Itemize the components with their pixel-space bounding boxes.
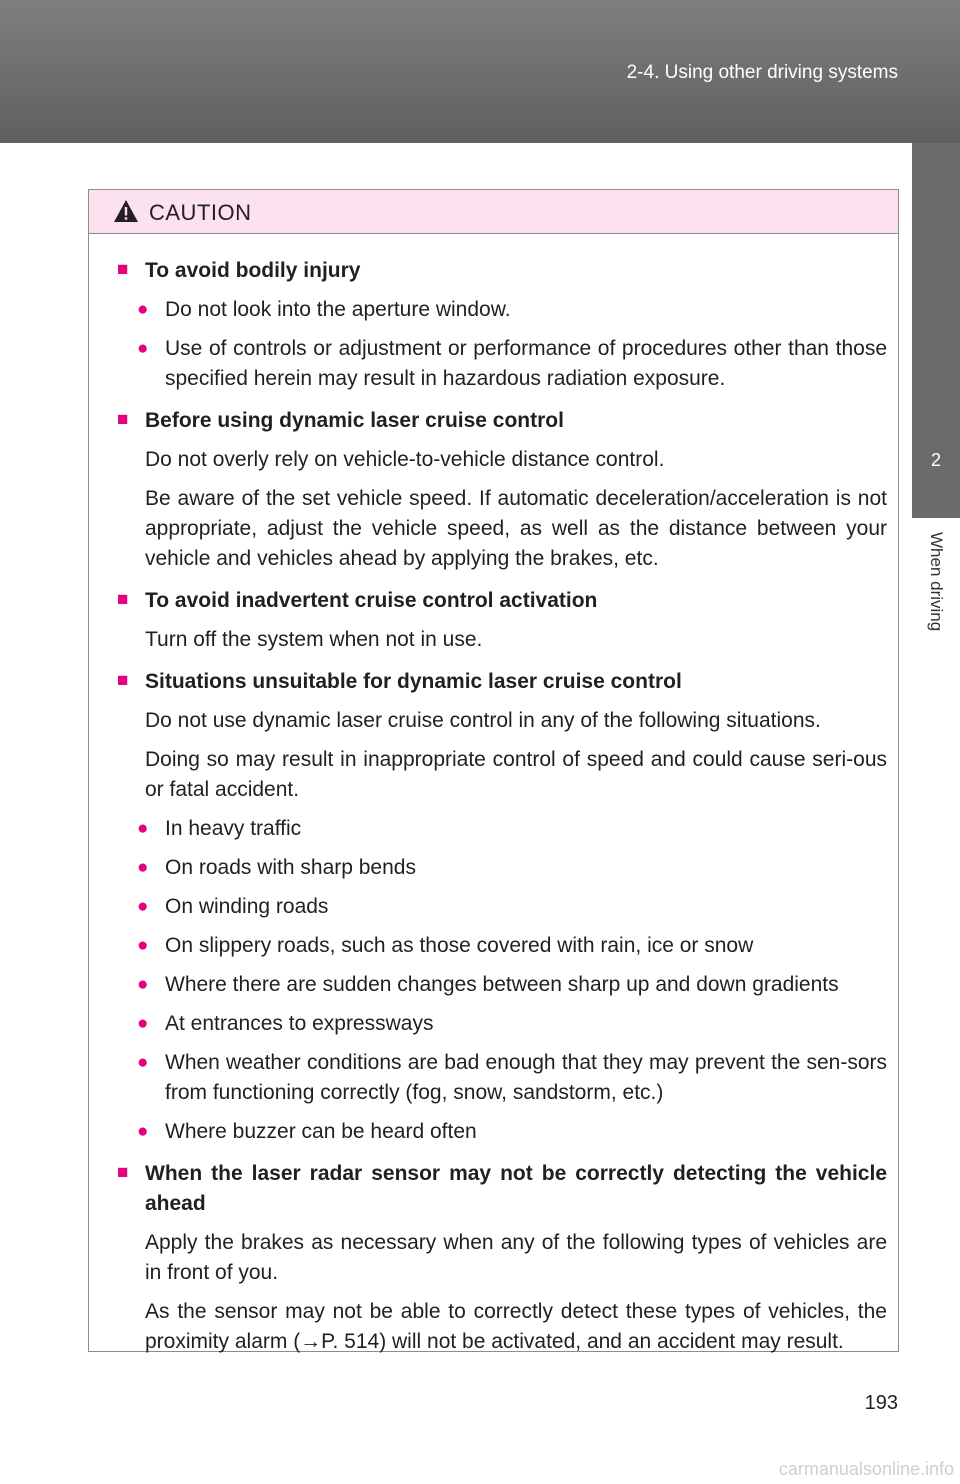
section-heading: ■ Situations unsuitable for dynamic laser cruise control [117,667,887,697]
page-header [0,0,960,143]
paragraph: Do not overly rely on vehicle-to-vehicle distance control. [145,448,665,471]
bullet-item: ● In heavy traffic [117,814,887,844]
paragraph: Apply the brakes as necessary when any of the following types of vehicles are in front of you. [145,1231,887,1284]
bullet-item: ● On roads with sharp bends [117,853,887,883]
warning-triangle-icon [113,199,139,223]
bullet-item: ● When weather conditions are bad enough that they may prevent the sen-sors from functioning correctly (fog, snow, sandstorm, etc.) [117,1048,887,1108]
section-heading: ■ To avoid inadvertent cruise control activation [117,586,887,616]
bullet-item: ● Do not look into the aperture window. [117,295,887,325]
paragraph: Turn off the system when not in use. [145,628,483,651]
bullet-item: ● On slippery roads, such as those covered with rain, ice or snow [117,931,887,961]
section-heading: ■ Before using dynamic laser cruise control [117,406,887,436]
section-title: 2-4. Using other driving systems [626,62,898,83]
bullet-item: ● Where there are sudden changes between sharp up and down gradients [117,970,887,1000]
bullet-item: ● Use of controls or adjustment or performance of procedures other than those specified herein may result in hazardous radiation exposure. [117,334,887,394]
bullet-item: ● At entrances to expressways [117,1009,887,1039]
bullet-item: ● Where buzzer can be heard often [117,1117,887,1147]
paragraph: Be aware of the set vehicle speed. If automatic deceleration/acceleration is not appropriate, adjust the vehicle speed, as well as the distance between your vehicle and vehicles ahead by applying the brakes, etc. [145,487,887,570]
chapter-number: 2 [930,450,941,470]
paragraph: As the sensor may not be able to correctly detect these types of vehicles, the proximity alarm (→P. 514) will not be activated, and an accident may result. [145,1300,887,1353]
caution-header [89,190,898,234]
caution-body [89,234,898,1357]
watermark: carmanualsonline.info [778,1459,954,1479]
bullet-item: ● On winding roads [117,892,887,922]
paragraph: Do not use dynamic laser cruise control in any of the following situations. [145,709,821,732]
paragraph: Doing so may result in inappropriate control of speed and could cause seri-ous or fatal accident. [145,748,887,801]
chapter-label: When driving [927,532,946,632]
section-heading: ■ When the laser radar sensor may not be correctly detecting the vehicle ahead [117,1159,887,1219]
section-heading: ■ To avoid bodily injury [117,256,887,286]
caution-title: CAUTION [149,200,252,225]
caution-box [88,189,899,1352]
page-number: 193 [864,1392,898,1414]
